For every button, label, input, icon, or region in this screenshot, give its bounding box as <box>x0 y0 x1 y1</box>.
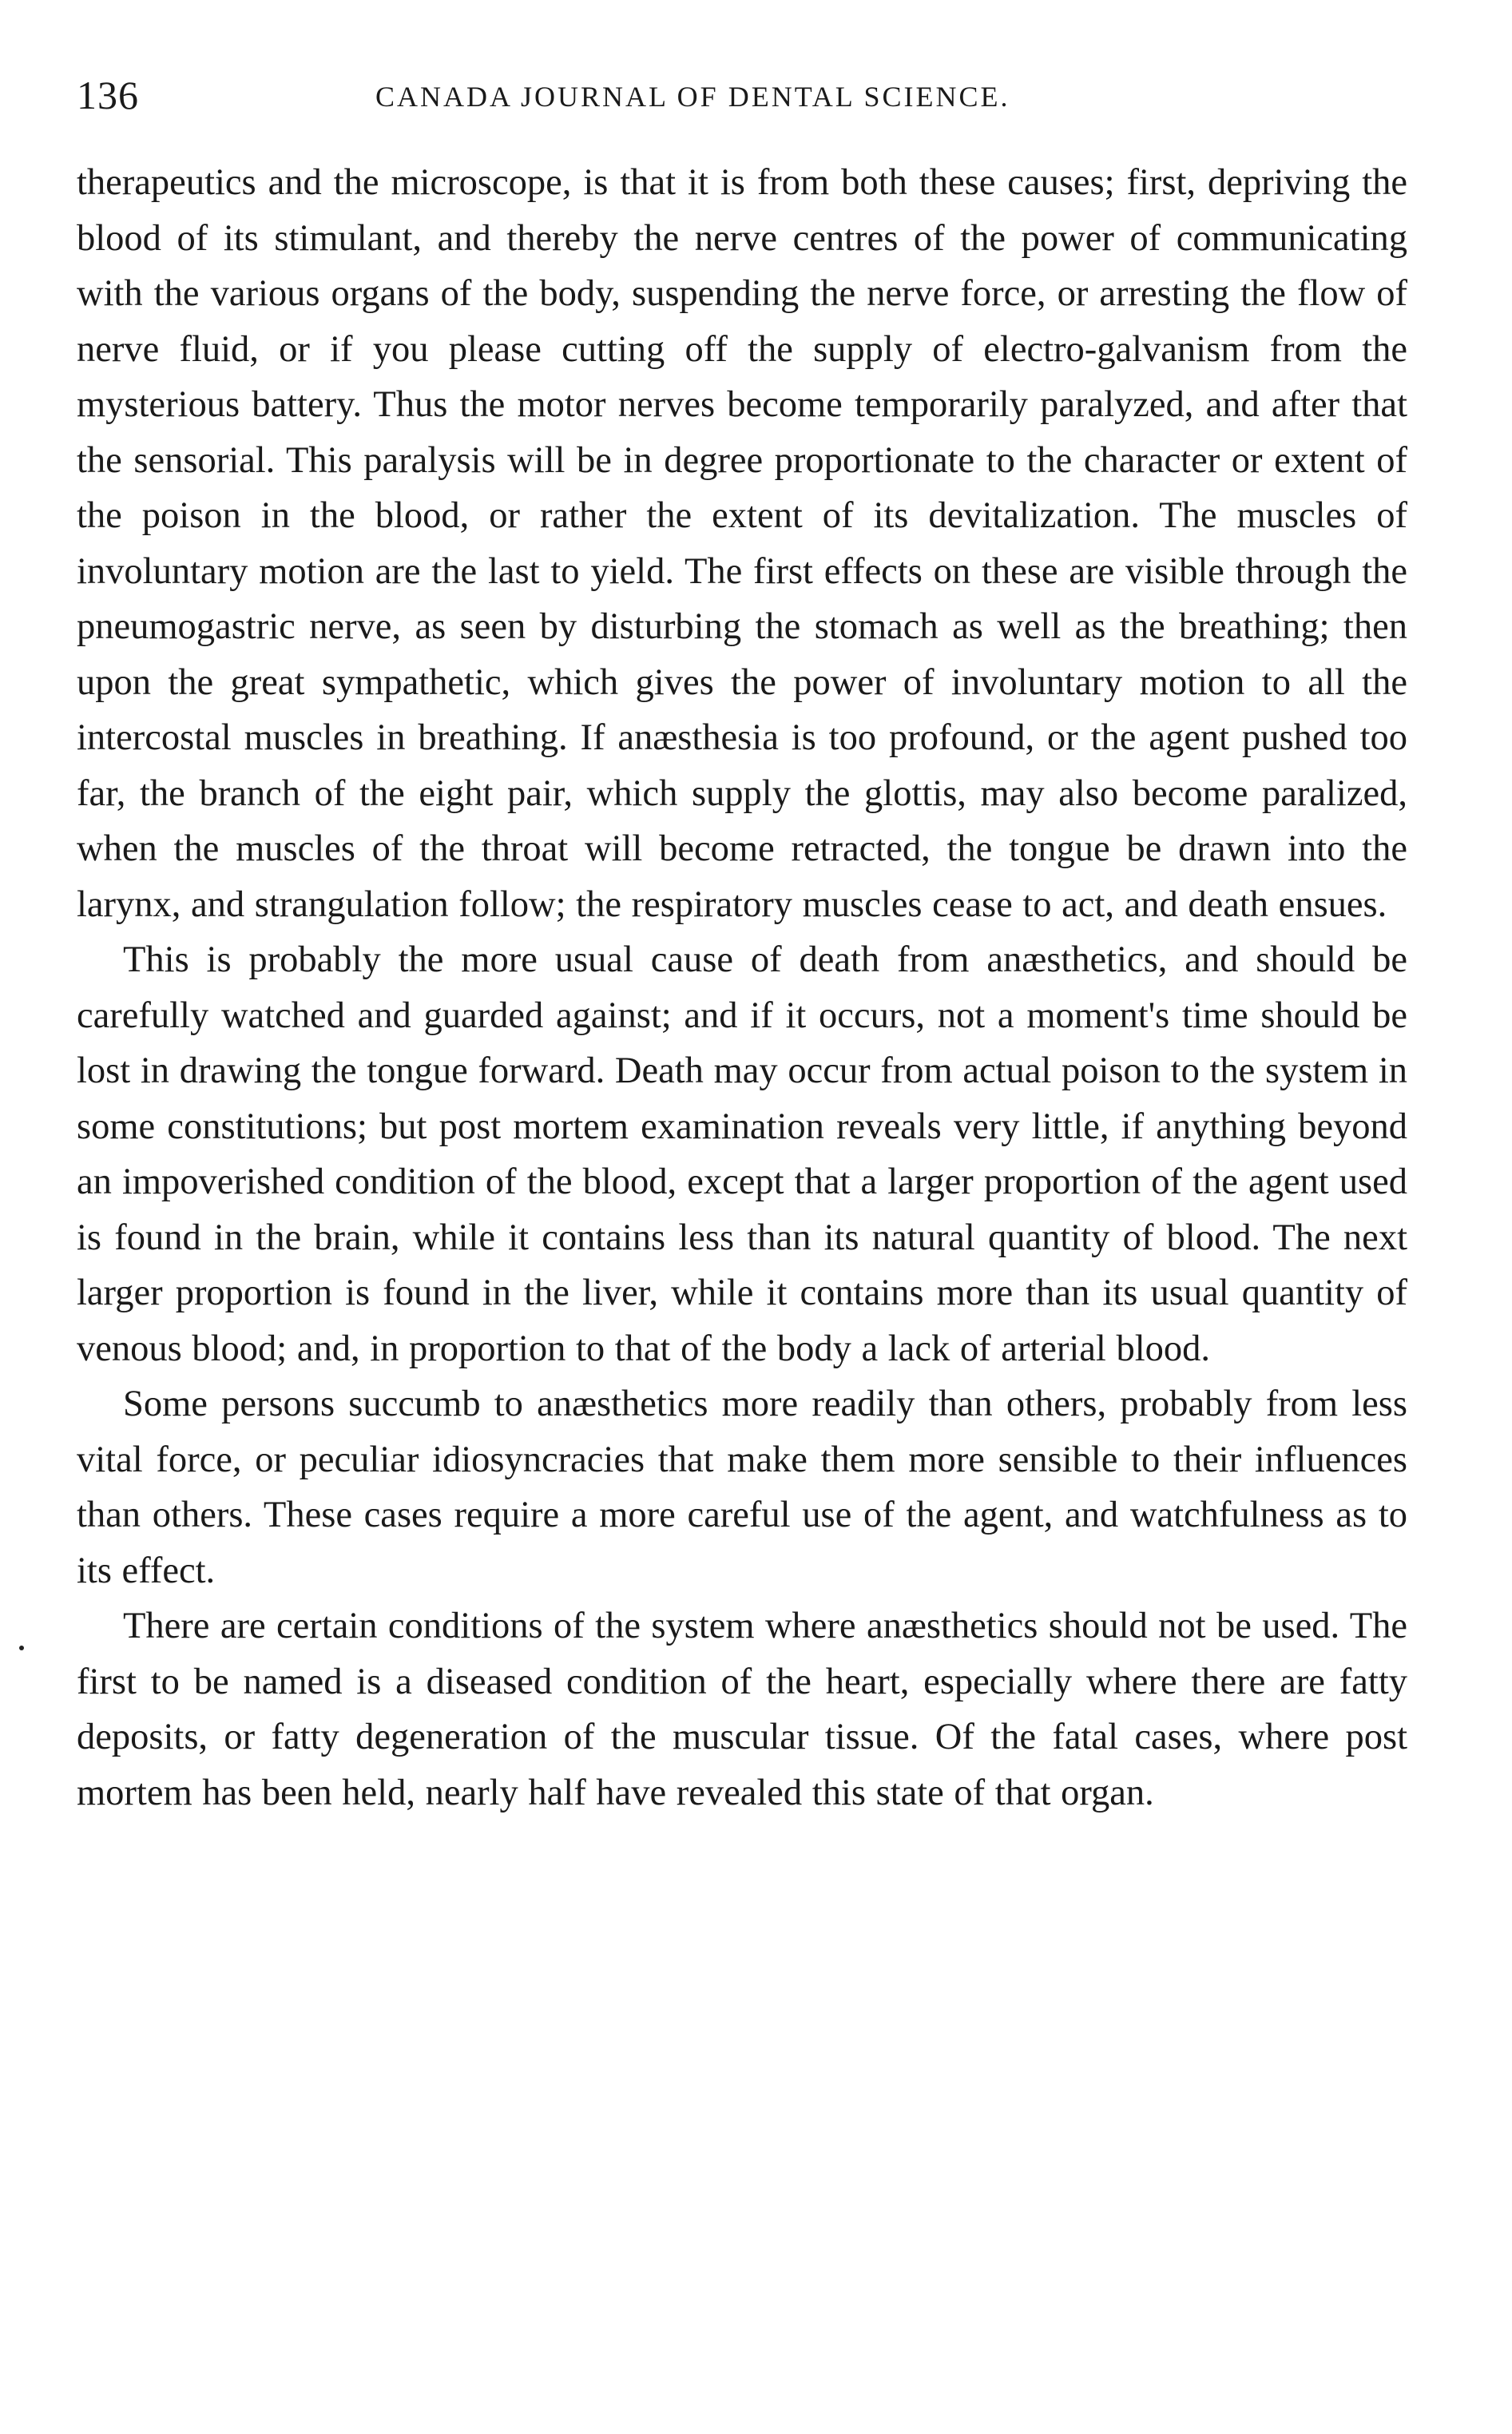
journal-page <box>77 72 1407 1821</box>
paragraph-continued: therapeutics and the microscope, is that it is from both these causes; first, depriving the blood of its stimulant, and thereby the nerve centres of the power of communicating with the various organs of the body, suspending the nerve force, or arresting the flow of nerve fluid, or if you please cutting off the supply of electro-galvanism from the mysterious battery. Thus the motor nerves become temporarily paralyzed, and after that the sensorial. This paralysis will be in degree proportionate to the character or extent of the poison in the blood, or rather the extent of its devitalization. The muscles of involuntary motion are the last to yield. The first effects on these are visible through the pneumogastric nerve, as seen by disturbing the stomach as well as the breathing; then upon the great sympathetic, which gives the power of involuntary motion to all the intercostal muscles in breathing. If anæsthesia is too profound, or the agent pushed too far, the branch of the eight pair, which supply the glottis, may also become paralized, when the muscles of the throat will become retracted, the tongue be drawn into the larynx, and strangulation follow; the respiratory muscles cease to act, and death ensues. <box>77 162 1407 925</box>
paragraph-cause-of-death: This is probably the more usual cause of death from anæsthetics, and should be carefully watched and guarded against; and if it occurs, not a moment's time should be lost in drawing the tongue forward. Death may occur from actual poison to the system in some constitutions; but post mortem examination reveals very little, if anything beyond an impoverished condition of the blood, except that a larger proportion of the agent used is found in the brain, while it contains less than its natural quantity of blood. The next larger proportion is found in the liver, while it contains more than its usual quantity of venous blood; and, in proportion to that of the body a lack of arterial blood. <box>77 939 1407 1369</box>
margin-dot-mark <box>19 1646 24 1650</box>
journal-title: CANADA JOURNAL OF DENTAL SCIENCE. <box>375 81 1010 113</box>
paragraph-contraindications: There are certain conditions of the system where anæsthetics should not be used. The first to be named is a diseased condition of the heart, especially where there are fatty deposits, or fatty degeneration of the muscular tissue. Of the fatal cases, where post mortem has been held, nearly half have revealed this state of that organ. <box>77 1606 1407 1813</box>
page-number: 136 <box>77 73 139 117</box>
running-head <box>77 72 1407 128</box>
paragraph-susceptibility: Some persons succumb to anæsthetics more readily than others, probably from less vital force, or peculiar idiosyncracies that make them more sensible to their influences than others. These cases require a more careful use of the agent, and watchfulness as to its effect. <box>77 1384 1407 1591</box>
